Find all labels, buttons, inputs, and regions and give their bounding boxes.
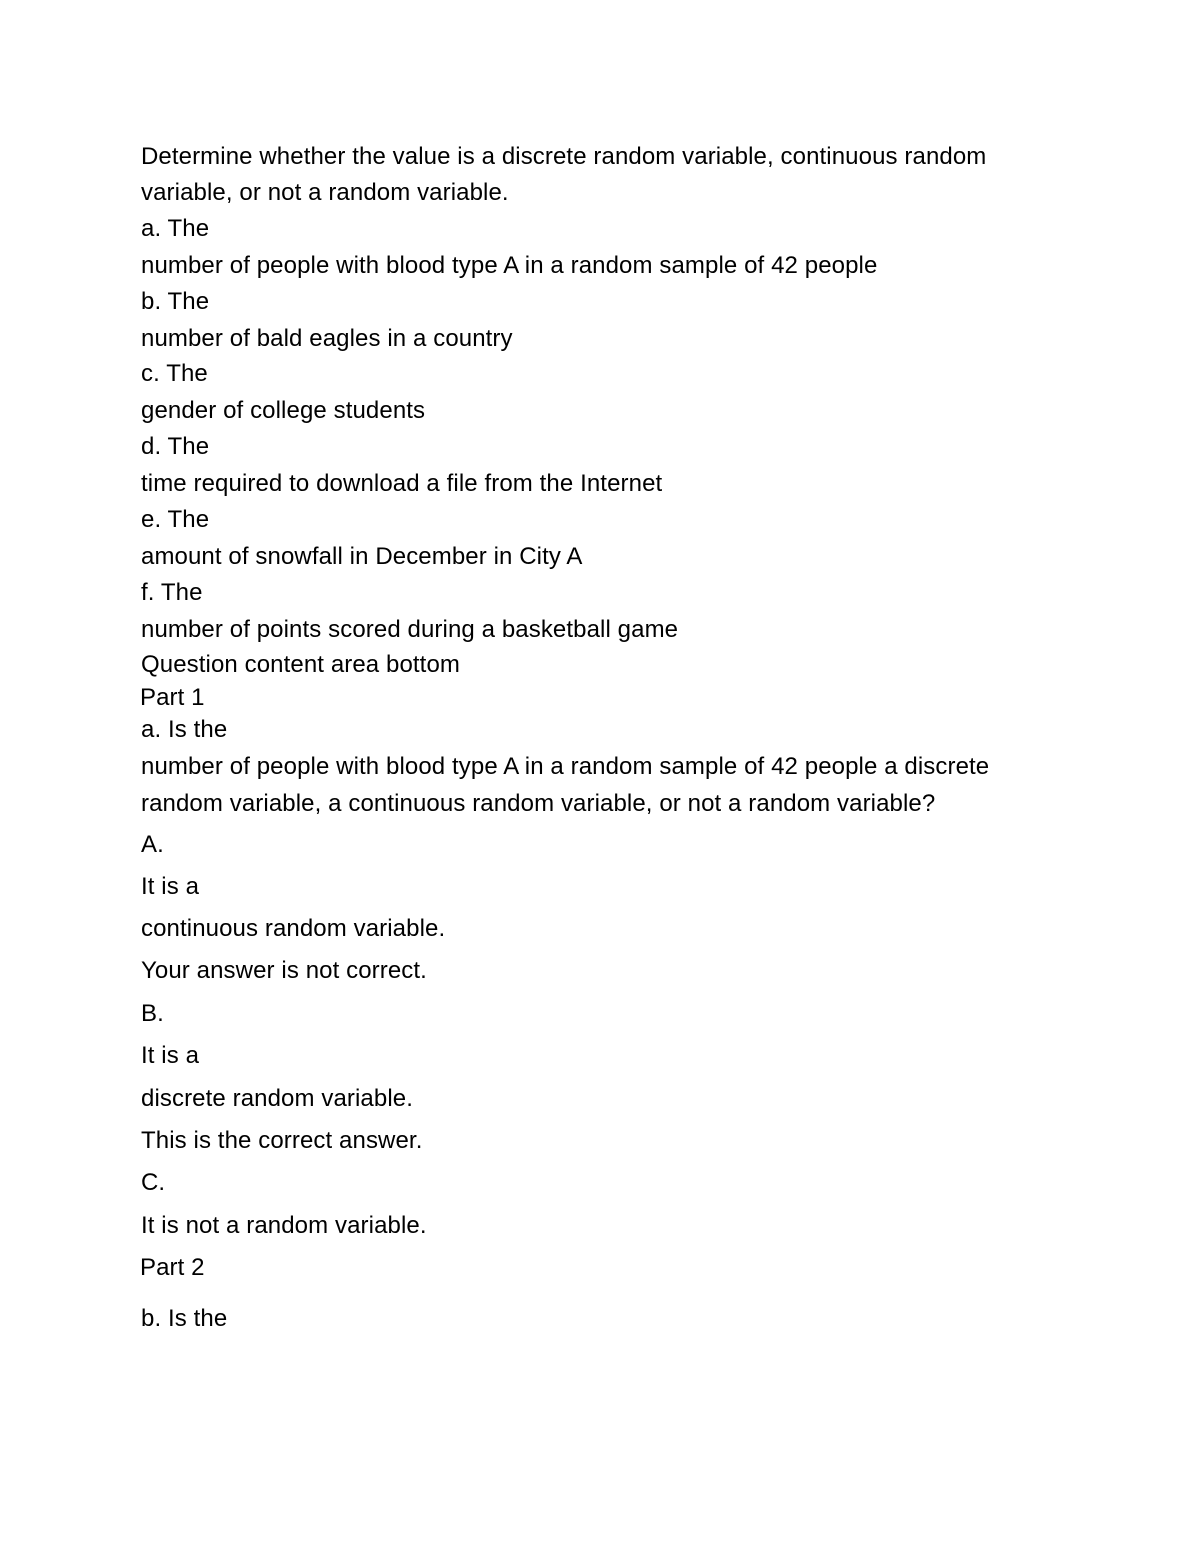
- option-a-feedback: Your answer is not correct.: [141, 957, 427, 984]
- item-e-text: amount of snowfall in December in City A: [141, 543, 583, 570]
- item-b-label: b. The: [141, 288, 210, 315]
- option-b-line-1: It is a: [141, 1042, 200, 1069]
- option-b-feedback: This is the correct answer.: [141, 1127, 423, 1154]
- part1-lead: a. Is the: [141, 716, 228, 743]
- question-prompt-line-2: variable, or not a random variable.: [141, 179, 509, 206]
- question-prompt-line-1: Determine whether the value is a discrete random variable, continuous random: [141, 143, 987, 170]
- option-c-line-1: It is not a random variable.: [141, 1212, 427, 1239]
- option-a-letter: A.: [141, 831, 164, 858]
- item-d-label: d. The: [141, 433, 210, 460]
- part1-title: Part 1: [140, 684, 205, 711]
- item-f-label: f. The: [141, 579, 203, 606]
- part2-lead: b. Is the: [141, 1305, 228, 1332]
- option-b-line-2: discrete random variable.: [141, 1085, 413, 1112]
- item-d-text: time required to download a file from the Internet: [141, 470, 663, 497]
- option-a-line-1: It is a: [141, 873, 200, 900]
- item-c-label: c. The: [141, 360, 208, 387]
- item-a-text: number of people with blood type A in a random sample of 42 people: [141, 252, 878, 279]
- item-f-text: number of points scored during a basketball game: [141, 616, 679, 643]
- item-b-text: number of bald eagles in a country: [141, 325, 513, 352]
- option-a-line-2: continuous random variable.: [141, 915, 446, 942]
- part1-question-line-2: random variable, a continuous random variable, or not a random variable?: [141, 790, 936, 817]
- part1-question-line-1: number of people with blood type A in a random sample of 42 people a discrete: [141, 753, 990, 780]
- item-a-label: a. The: [141, 215, 210, 242]
- part2-title: Part 2: [140, 1254, 205, 1281]
- bottom-area-label: Question content area bottom: [141, 651, 460, 678]
- item-c-text: gender of college students: [141, 397, 426, 424]
- option-c-letter: C.: [141, 1169, 166, 1196]
- option-b-letter: B.: [141, 1000, 164, 1027]
- item-e-label: e. The: [141, 506, 210, 533]
